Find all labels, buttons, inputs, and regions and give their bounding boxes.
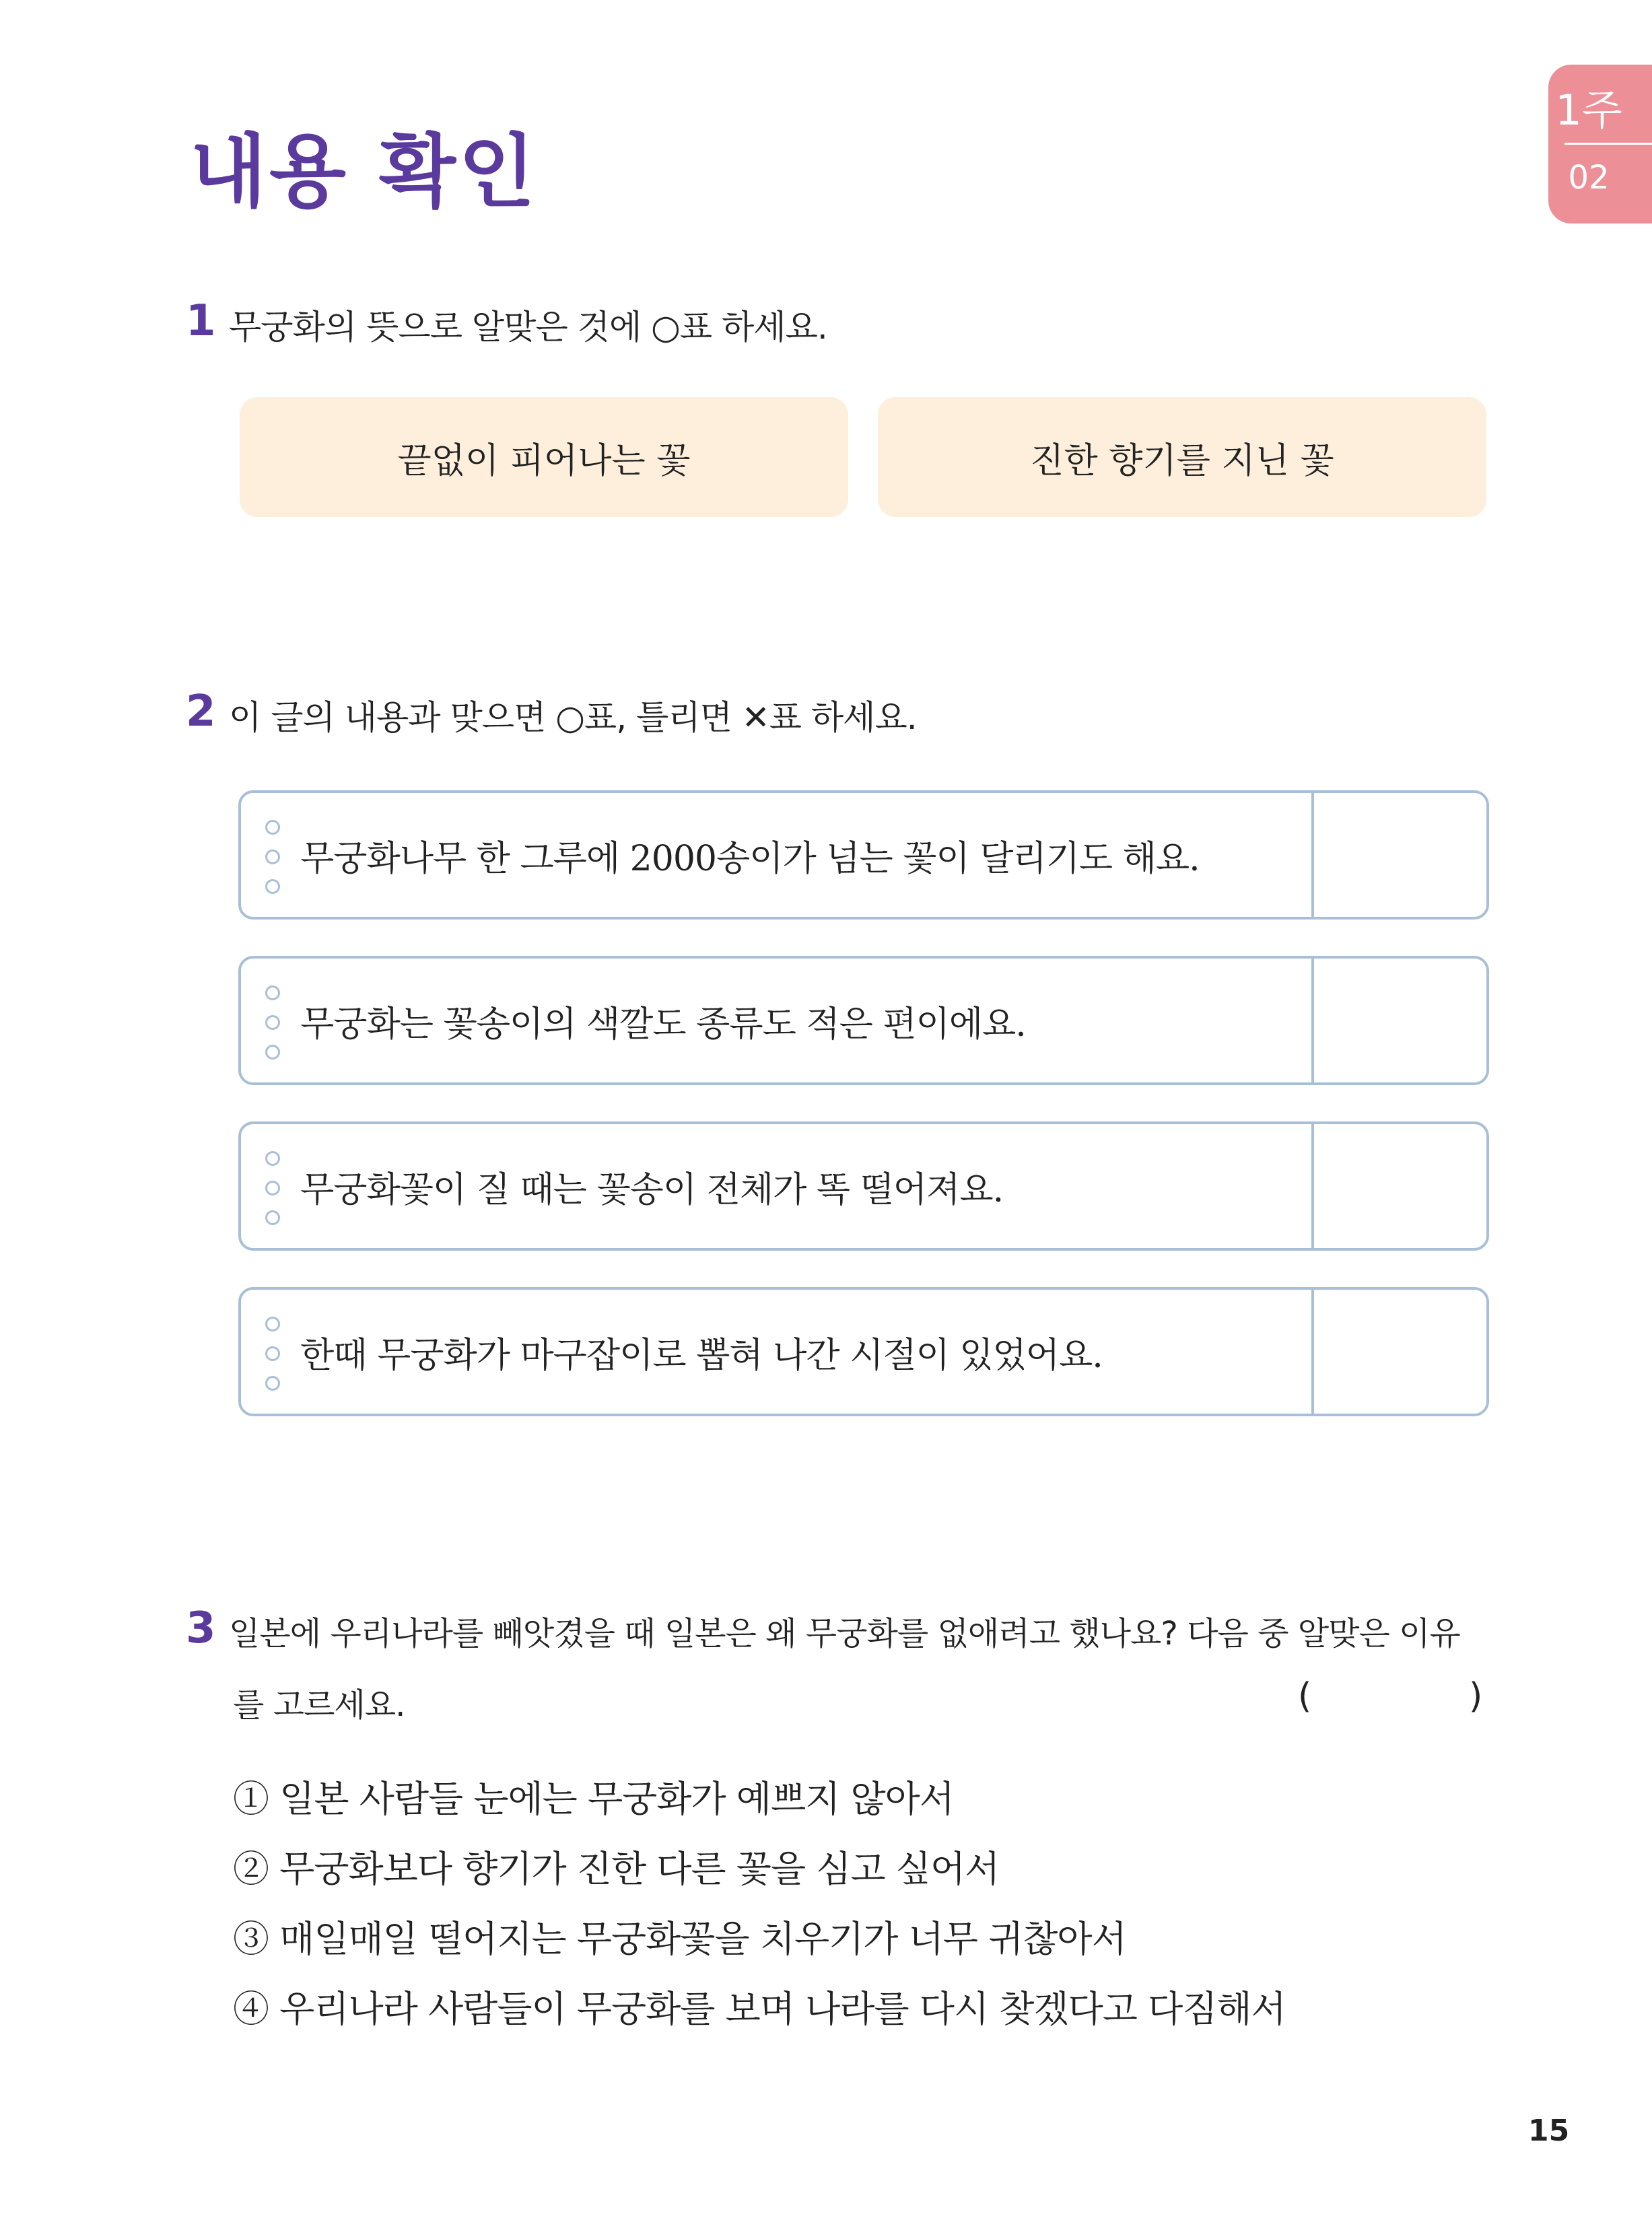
binder-rings [265,1151,281,1240]
statement-text: 무궁화나무 한 그루에 2000송이가 넘는 꽃이 달리기도 해요. [300,838,1200,879]
question-1-number: 1 [186,296,216,346]
statement-row [238,790,1489,920]
option-1[interactable]: ① 일본 사람들 눈에는 무궁화가 예쁘지 않아서 [233,1778,954,1820]
option-4[interactable]: ④ 우리나라 사람들이 무궁화를 보며 나라를 다시 찾겠다고 다짐해서 [233,1988,1286,2030]
binder-rings [265,1317,281,1406]
statement-row [238,1287,1489,1416]
choice-label: 진한 향기를 지닌 꽃 [1030,440,1334,481]
answer-paren-close: ) [1469,1676,1483,1717]
week-tab-divider [1564,143,1652,145]
answer-paren-open: ( [1298,1676,1312,1717]
binder-rings [265,985,281,1074]
answer-box[interactable] [1311,1124,1486,1248]
page-number: 15 [1528,2114,1570,2148]
answer-blank[interactable] [1319,1676,1468,1721]
question-2-number: 2 [186,687,216,736]
option-3[interactable]: ③ 매일매일 떨어지는 무궁화꽃을 치우기가 너무 귀찮아서 [233,1918,1126,1960]
statement-text: 무궁화는 꽃송이의 색깔도 종류도 적은 편이에요. [300,1004,1026,1045]
page-title: 내용 확인 [190,125,539,218]
question-3-prompt-line1: 일본에 우리나라를 빼앗겼을 때 일본은 왜 무궁화를 없애려고 했나요? 다음 중 알맞은 이유 [229,1615,1460,1653]
choice-label: 끝없이 피어나는 꽃 [397,440,691,481]
week-label: 1주 [1555,85,1622,135]
question-3-number: 3 [186,1603,216,1653]
statement-text: 무궁화꽃이 질 때는 꽃송이 전체가 똑 떨어져요. [300,1169,1004,1210]
statement-row [238,1121,1489,1251]
week-tab [1548,65,1652,223]
question-3-prompt-line2: 를 고르세요. [233,1686,405,1724]
question-2-prompt: 이 글의 내용과 맞으면 ○표, 틀리면 ✕표 하세요. [229,698,917,737]
answer-box[interactable] [1311,1290,1486,1414]
choice-box-1[interactable] [240,397,848,517]
choice-box-2[interactable] [878,397,1486,517]
lesson-number: 02 [1568,159,1610,197]
question-1-prompt: 무궁화의 뜻으로 알맞은 것에 ○표 하세요. [229,308,827,347]
binder-rings [265,820,281,909]
answer-box[interactable] [1311,959,1486,1082]
option-2[interactable]: ② 무궁화보다 향기가 진한 다른 꽃을 심고 싶어서 [233,1848,1000,1890]
statement-row [238,956,1489,1085]
answer-box[interactable] [1311,793,1486,917]
statement-text: 한때 무궁화가 마구잡이로 뽑혀 나간 시절이 있었어요. [300,1335,1103,1376]
